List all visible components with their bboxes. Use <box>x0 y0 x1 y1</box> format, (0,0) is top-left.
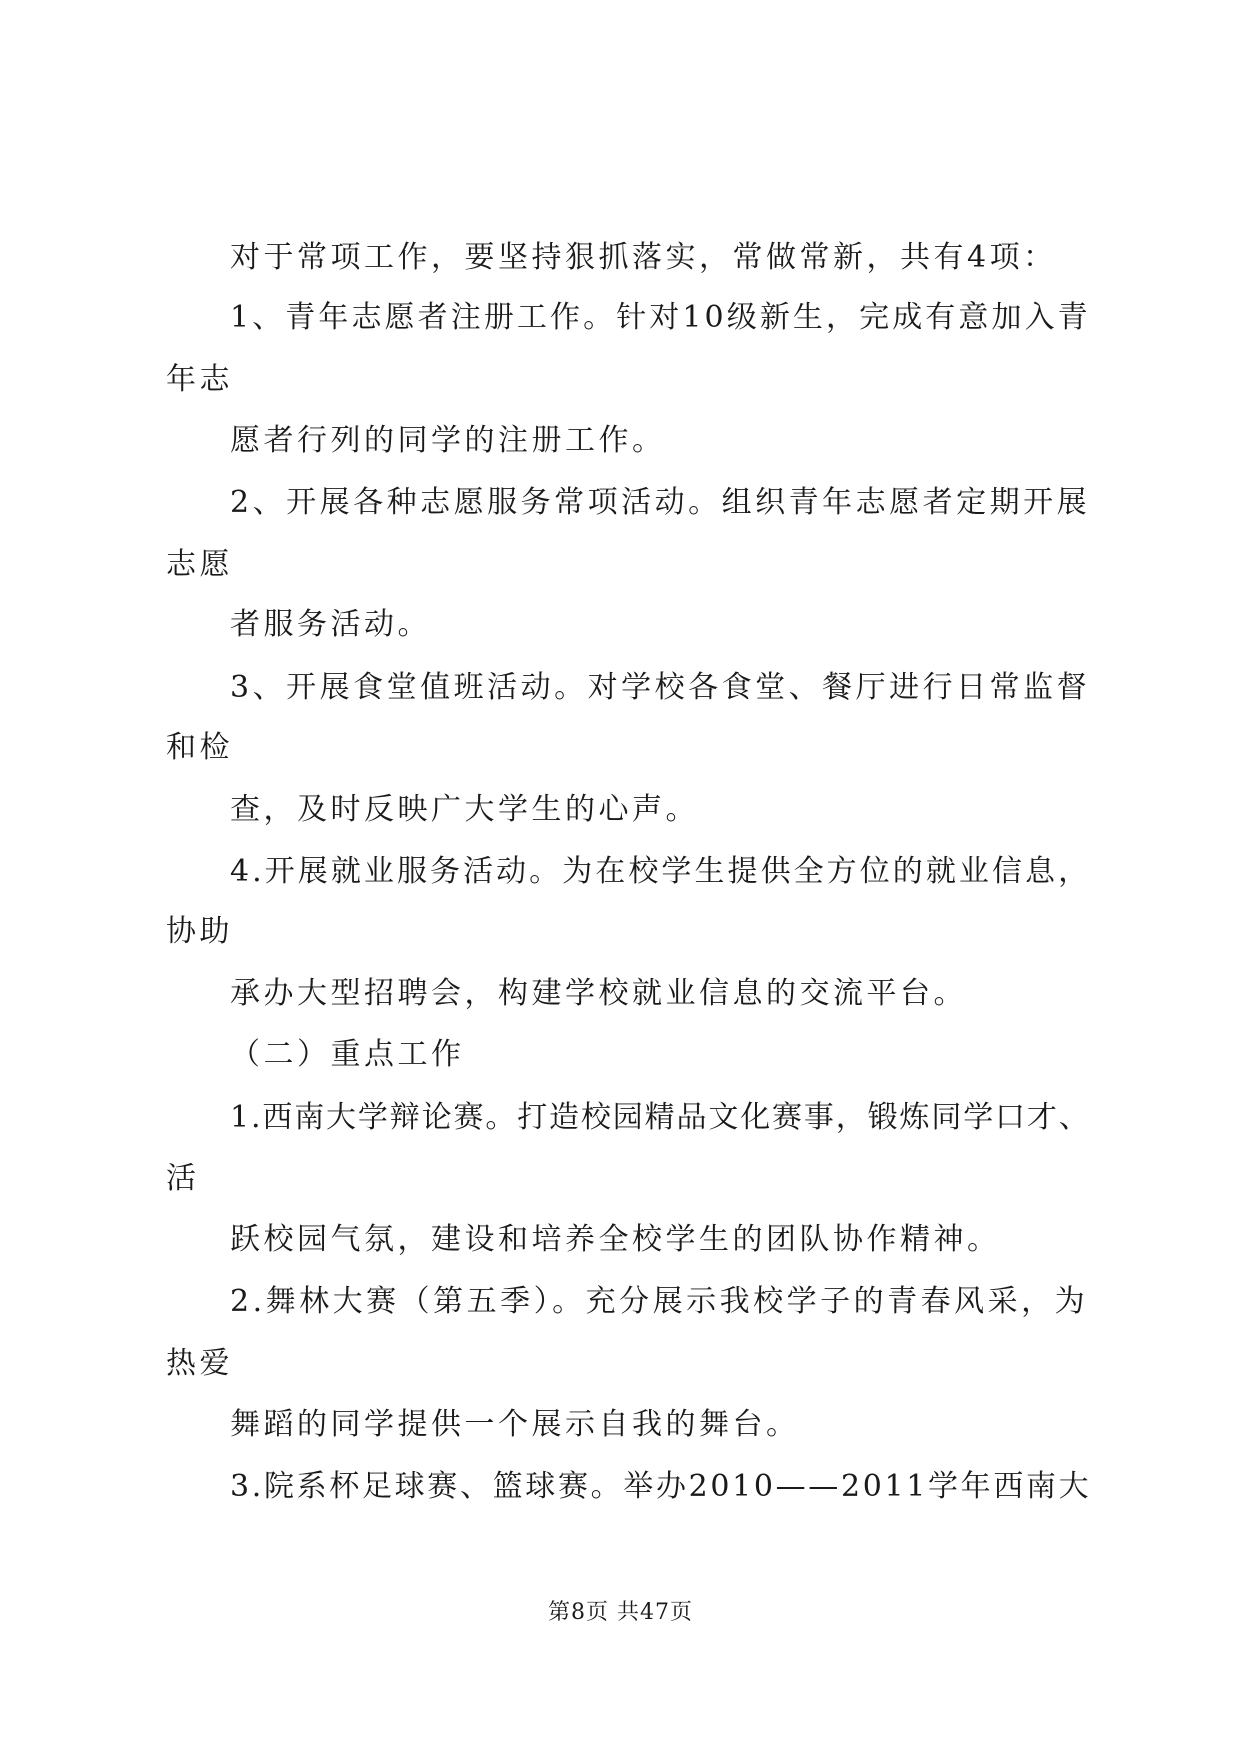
page-footer: 第8页 共47页 <box>548 1600 693 1625</box>
text-line: 2.舞林大赛（第五季）。充分展示我校学子的青春风采，为 <box>230 1284 1089 1319</box>
text-line: 者服务活动。 <box>230 607 431 642</box>
text-line: 跃校园气氛，建设和培养全校学生的团队协作精神。 <box>230 1222 1001 1257</box>
text-line: 年志 <box>166 362 233 397</box>
text-line: 舞蹈的同学提供一个展示自我的舞台。 <box>230 1407 800 1442</box>
text-line: 愿者行列的同学的注册工作。 <box>230 423 666 458</box>
text-line: 2、开展各种志愿服务常项活动。组织青年志愿者定期开展 <box>230 485 1091 520</box>
text-line: 3.院系杯足球赛、篮球赛。举办2010——2011学年西南大 <box>230 1469 1092 1504</box>
text-line: 查，及时反映广大学生的心声。 <box>230 792 699 827</box>
text-line: 4.开展就业服务活动。为在校学生提供全方位的就业信息， <box>230 854 1092 889</box>
text-line: 3、开展食堂值班活动。对学校各食堂、餐厅进行日常监督 <box>230 670 1091 705</box>
text-line: 对于常项工作，要坚持狠抓落实，常做常新，共有4项： <box>230 240 1057 275</box>
text-line: 志愿 <box>166 547 233 582</box>
text-line: 热爱 <box>166 1346 233 1381</box>
text-line: 和检 <box>166 730 233 765</box>
text-line: 承办大型招聘会，构建学校就业信息的交流平台。 <box>230 976 967 1011</box>
section-heading: （二）重点工作 <box>230 1037 465 1072</box>
text-line: 协助 <box>166 914 233 949</box>
text-line: 1、青年志愿者注册工作。针对10级新生，完成有意加入青 <box>230 300 1091 335</box>
text-line: 1.西南大学辩论赛。打造校园精品文化赛事，锻炼同学口才、 <box>230 1100 1091 1135</box>
text-line: 活 <box>166 1161 200 1196</box>
